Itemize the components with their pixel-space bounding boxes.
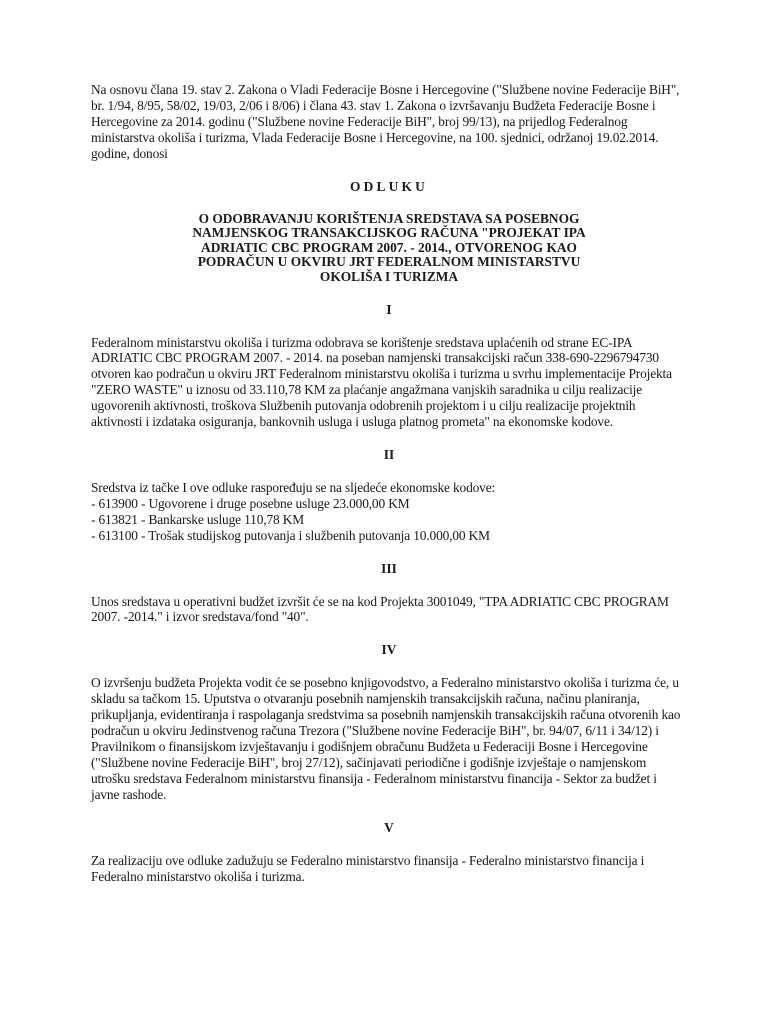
section-heading-5: V [384,819,394,835]
section-text-5: Za realizaciju ove odluke zadužuju se Federalno ministarstvo finansija - Federalno ministarstvo financija i Federalno ministarstvo okoliša i turizma. [91,852,645,884]
section-heading-4: IV [381,642,397,658]
section-heading-2: II [383,446,395,462]
economic-code-item: - 613900 - Ugovorene i druge posebne usluge 23.000,00 KM [91,495,410,511]
economic-code-item: - 613100 - Trošak studijskog putovanja i službenih putovanja 10.000,00 KM [91,527,490,543]
document-page [91,82,687,884]
section-text-3: Unos sredstava u operativni budžet izvršit će se na kod Projekta 3001049, "TPA ADRIATIC CBC PROGRAM 2007. -2014." i izvor sredstava/fond "40". [91,593,669,625]
section-heading-3: III [381,560,397,576]
section-heading-1: I [386,301,392,317]
section-text-2 [91,480,687,544]
section-2-intro: Sredstva iz tačke I ove odluke raspoređuju se na sljedeće ekonomske kodove: [91,479,496,495]
intro-paragraph: Na osnovu člana 19. stav 2. Zakona o Vladi Federacije Bosne i Hercegovine ("Službene novine Federacije BiH", br. 1/94, 8/95, 58/02, 19/03, 2/06 i 8/06) i člana 43. stav 1. Zakona o izvršavanju Budžeta Federacije Bosne i Hercegovine za 2014. godinu ("Službene novine Federacije BiH", broj 99/13), na prijedlog Federalnog ministarstva okoliša i turizma, Vlada Federacije Bosne i Hercegovine, na 100. sjednici, održanoj 19.02.2014. godine, donosi [91,82,680,161]
section-text-1: Federalnom ministarstvu okoliša i turizma odobrava se korištenje sredstava uplaćenih od strane EC-IPA ADRIATIC CBC PROGRAM 2007. - 2014. na poseban namjenski transakcijski račun 338-690-2296794730 otvoren kao podračun u okviru JRT Federalnom ministarstvu okoliša i turizma u svrhu implementacije Projekta "ZERO WASTE" u iznosu od 33.110,78 KM za plaćanje angažmana vanjskih saradnika u cilju realizacije ugovorenih aktivnosti, troškova Službenih putovanja odobrenih projektom i u cilju realizacije projektnih aktivnosti i izdataka osiguranja, bankovnih usluga i usluga platnog prometa" na ekonomske kodove. [91,334,672,430]
document-title: ODLUKU [350,178,428,194]
section-text-4: O izvršenju budžeta Projekta vodit će se posebno knjigovodstvo, a Federalno ministarstvo okoliša i turizma će, u skladu sa tačkom 15. Uputstva o otvaranju posebnih namjenskih transakcijskih računa, načinu planiranja, prikupljanja, evidentiranja i raspolaganja sredstvima sa posebnih namjenskih transakcijskih računa otvorenih kao podračun u okviru Jedinstvenog računa Trezora ("Službene novine Federacije BiH", br. 94/07, 6/11 i 34/12) i Pravilnikom o finansijskom izvještavanju i godišnjem obračunu Budžeta u Federaciji Bosne i Hercegovine ("Službene novine Federacije BiH", broj 27/12), sačinjavati periodične i godišnje izvještaje o namjenskom utrošku sredstava Federalnom ministarstvu finansija - Federalnom ministarstvu financija - Sektor za budžet i javne rashode. [91,675,681,802]
document-subtitle: O ODOBRAVANJU KORIŠTENJA SREDSTAVA SA POSEBNOG NAMJENSKOG TRANSAKCIJSKOG RAČUNA "PROJEKAT IPA ADRIATIC CBC PROGRAM 2007. - 2014., OTVORENOG KAO PODRAČUN U OKVIRU JRT FEDERALNOM MINISTARSTVU OKOLIŠA I TURIZMA [192,210,586,284]
economic-code-item: - 613821 - Bankarske usluge 110,78 KM [91,511,305,527]
